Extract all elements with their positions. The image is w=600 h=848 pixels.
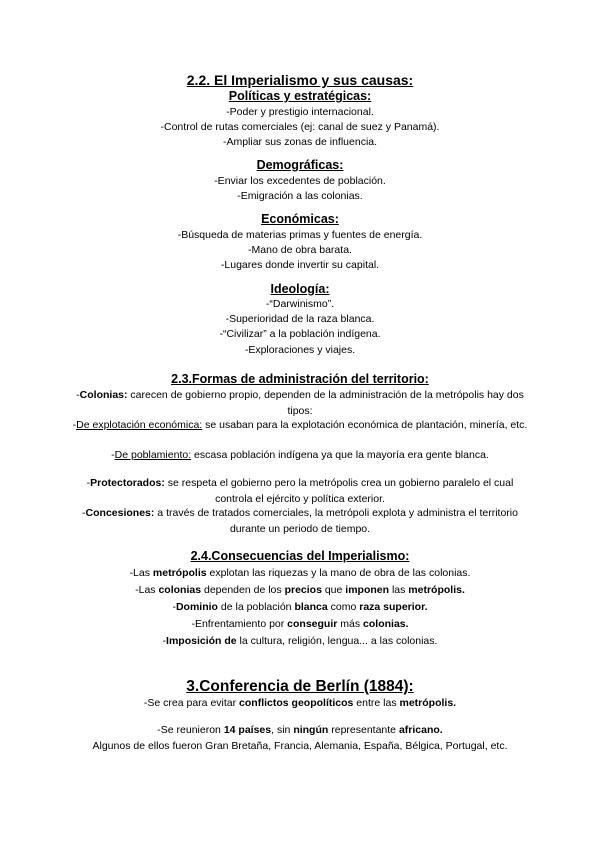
section-2-2-title: 2.2. El Imperialismo y sus causas: <box>186 72 414 88</box>
list-item: -Mano de obra barata. <box>248 244 352 256</box>
berlin-line: Algunos de ellos fueron Gran Bretaña, Francia, Alemania, España, Bélgica, Portugal, etc. <box>92 740 508 752</box>
politicas-heading: Políticas y estratégicas: <box>228 89 372 103</box>
poblamiento-paragraph: -De poblamiento: escasa población indígena ya que la mayoría era gente blanca. <box>111 449 489 461</box>
berlin-line: -Se crea para evitar conflictos geopolíticos entre las metrópolis. <box>143 697 457 709</box>
list-item: -Emigración a las colonias. <box>237 190 363 202</box>
section-2-4-title: 2.4.Consecuencias del Imperialismo: <box>190 549 410 563</box>
list-item: -Superioridad de la raza blanca. <box>225 313 375 325</box>
consequence-line: -Dominio de la población blanca como raza superior. <box>172 601 428 613</box>
list-item: -Control de rutas comerciales (ej: canal de suez y Panamá). <box>160 121 440 133</box>
consequence-line: -Las metrópolis explotan las riquezas y la mano de obra de las colonias. <box>129 567 471 579</box>
protectorados-paragraph: -Protectorados: se respeta el gobierno pero la metrópolis crea un gobierno paralelo el cual controla el ejército y política exterior. <box>86 477 514 505</box>
list-item: -Poder y prestigio internacional. <box>226 106 374 118</box>
term: Protectorados: <box>90 477 165 489</box>
demograficas-heading: Demográficas: <box>256 158 344 172</box>
list-item: -“Darwinismo”. <box>265 298 335 310</box>
consequence-line: -Imposición de la cultura, religión, lengua... a las colonias. <box>162 635 438 647</box>
section-3-title: 3.Conferencia de Berlín (1884): <box>186 678 414 695</box>
list-item: -Exploraciones y viajes. <box>244 344 356 356</box>
consequence-line: -Las colonias dependen de los precios que imponen las metrópolis. <box>135 584 465 596</box>
economicas-heading: Económicas: <box>261 212 339 226</box>
list-item: -“Civilizar” a la población indígena. <box>219 328 381 340</box>
term: Colonias: <box>79 389 128 401</box>
colonias-paragraph: -Colonias: carecen de gobierno propio, dependen de la administración de la metrópolis hay dos tipos: <box>76 389 524 417</box>
concesiones-paragraph: -Concesiones: a través de tratados comerciales, la metrópoli explota y administra el territorio durante un periodo de tiempo. <box>82 507 518 535</box>
term: De poblamiento: <box>114 449 192 461</box>
ideologia-heading: Ideología: <box>270 282 330 296</box>
list-item: -Lugares donde invertir su capital. <box>220 259 380 271</box>
explotacion-paragraph: -De explotación económica: se usaban para la explotación económica de plantación, minería, etc. <box>72 419 528 431</box>
list-item: -Ampliar sus zonas de influencia. <box>222 136 378 148</box>
berlin-line: -Se reunieron 14 países, sin ningún representante africano. <box>157 724 443 736</box>
list-item: -Búsqueda de materias primas y fuentes de energía. <box>177 229 423 241</box>
term: Concesiones: <box>85 507 155 519</box>
section-2-3-title: 2.3.Formas de administración del territorio: <box>171 372 429 386</box>
list-item: -Enviar los excedentes de población. <box>214 175 386 187</box>
consequence-line: -Enfrentamiento por conseguir más colonias. <box>191 618 409 630</box>
term: De explotación económica: <box>76 419 203 431</box>
